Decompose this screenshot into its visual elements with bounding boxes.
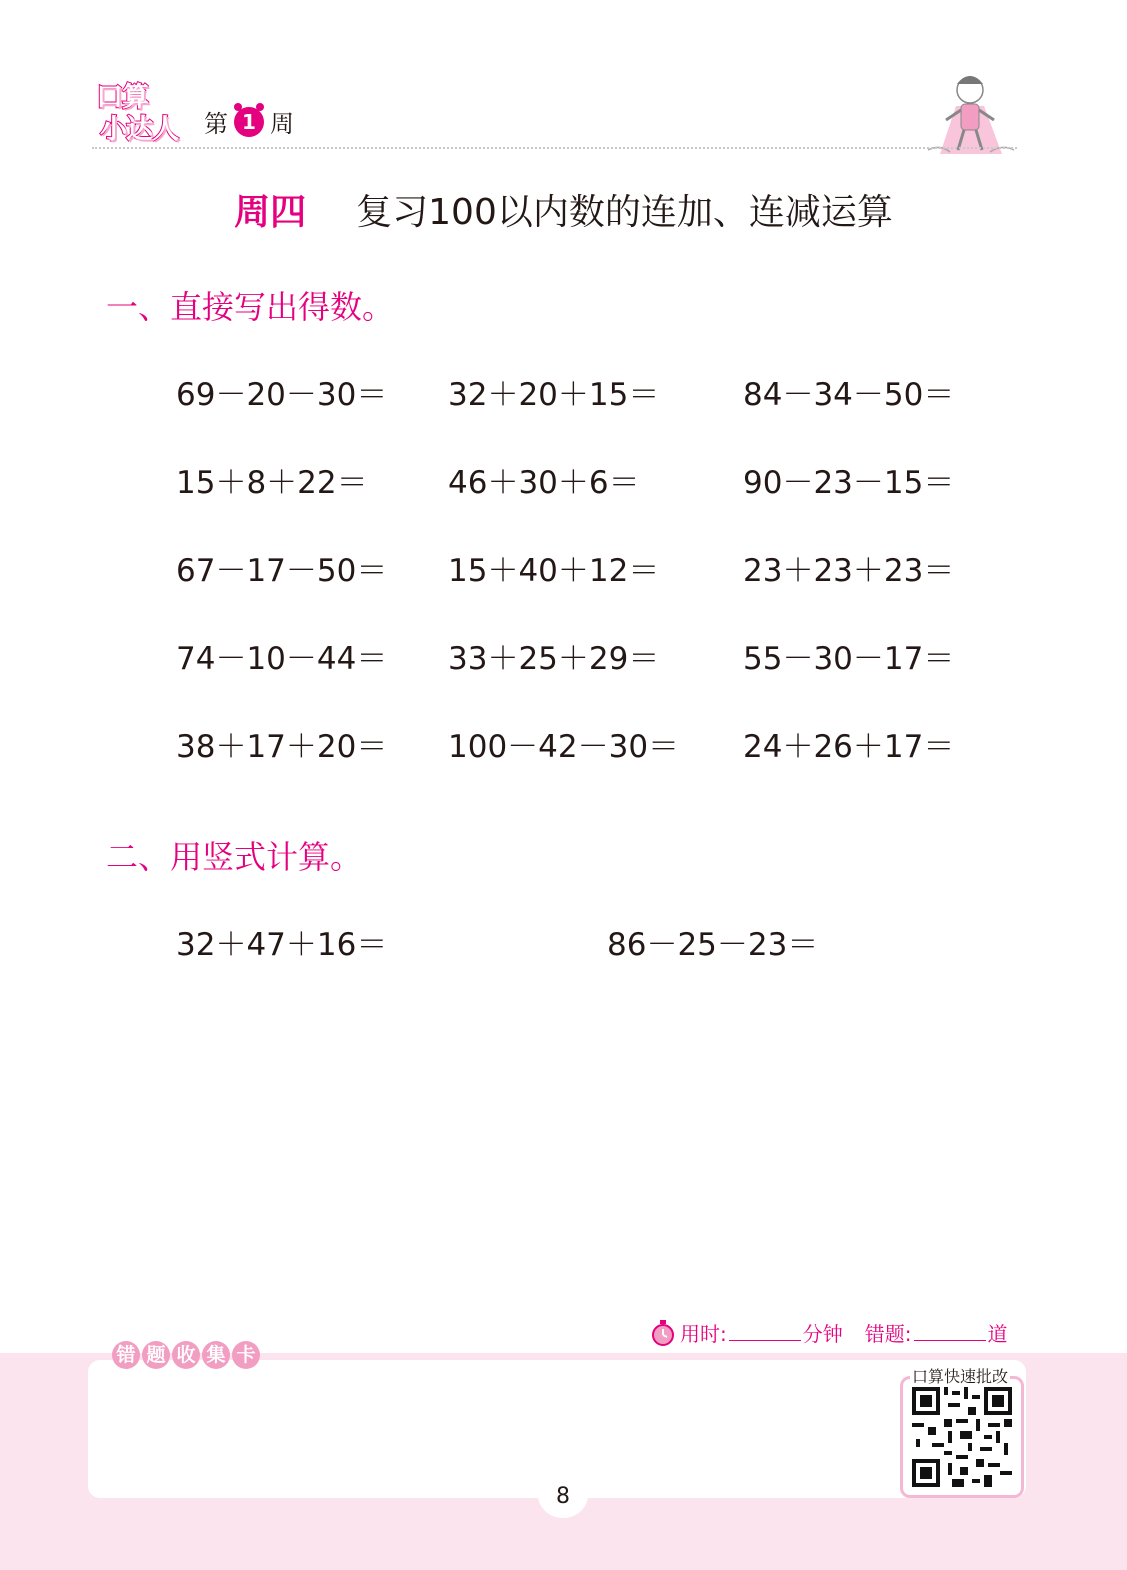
qr-caption: 口算快速批改 bbox=[910, 1364, 1010, 1387]
week-suffix: 周 bbox=[270, 110, 294, 138]
page-number: 8 bbox=[556, 1484, 570, 1509]
expression: 100－42－30＝ bbox=[448, 729, 680, 765]
errors-label: 错题: bbox=[864, 1322, 912, 1346]
expression: 67－17－50＝ bbox=[176, 553, 388, 589]
time-unit: 分钟 bbox=[802, 1322, 843, 1346]
expression: 38＋17＋20＝ bbox=[176, 729, 388, 765]
logo-text-line1: 口算 bbox=[96, 82, 148, 113]
section1-heading: 一、直接写出得数。 bbox=[106, 288, 395, 326]
errors-blank bbox=[914, 1324, 986, 1341]
expression: 33＋25＋29＝ bbox=[448, 641, 660, 677]
time-errors-record bbox=[650, 1318, 1008, 1347]
expression: 74－10－44＝ bbox=[176, 641, 388, 677]
header-divider bbox=[92, 147, 1017, 149]
tag-char: 集 bbox=[202, 1341, 230, 1369]
week-indicator bbox=[204, 104, 294, 139]
expression: 24＋26＋17＝ bbox=[743, 729, 955, 765]
mistake-card-tag bbox=[112, 1341, 260, 1369]
page-title bbox=[0, 184, 1127, 235]
qr-code-icon bbox=[912, 1387, 1012, 1487]
week-number-badge: 1 bbox=[234, 107, 264, 137]
week-prefix: 第 bbox=[204, 110, 228, 138]
tag-char: 收 bbox=[172, 1341, 200, 1369]
expression: 55－30－17＝ bbox=[743, 641, 955, 677]
section2-heading: 二、用竖式计算。 bbox=[106, 838, 363, 876]
errors-unit: 道 bbox=[987, 1322, 1008, 1346]
tag-char: 错 bbox=[112, 1341, 140, 1369]
expression: 23＋23＋23＝ bbox=[743, 553, 955, 589]
tag-char: 题 bbox=[142, 1341, 170, 1369]
expression: 32＋20＋15＝ bbox=[448, 377, 660, 413]
time-blank bbox=[729, 1324, 801, 1341]
time-label: 用时: bbox=[680, 1322, 727, 1346]
logo-text-line2: 小达人 bbox=[100, 114, 178, 145]
expression: 32＋47＋16＝ bbox=[176, 927, 388, 963]
title-day: 周四 bbox=[234, 192, 307, 233]
tag-char: 卡 bbox=[232, 1341, 260, 1369]
expression: 90－23－15＝ bbox=[743, 465, 955, 501]
expression: 46＋30＋6＝ bbox=[448, 465, 640, 501]
title-text: 复习100以内数的连加、连减运算 bbox=[356, 192, 893, 233]
stopwatch-icon bbox=[650, 1319, 676, 1347]
expression: 15＋40＋12＝ bbox=[448, 553, 660, 589]
expression: 69－20－30＝ bbox=[176, 377, 388, 413]
expression: 15＋8＋22＝ bbox=[176, 465, 368, 501]
expression: 86－25－23＝ bbox=[607, 927, 819, 963]
qr-code-frame[interactable] bbox=[900, 1376, 1024, 1498]
expression: 84－34－50＝ bbox=[743, 377, 955, 413]
